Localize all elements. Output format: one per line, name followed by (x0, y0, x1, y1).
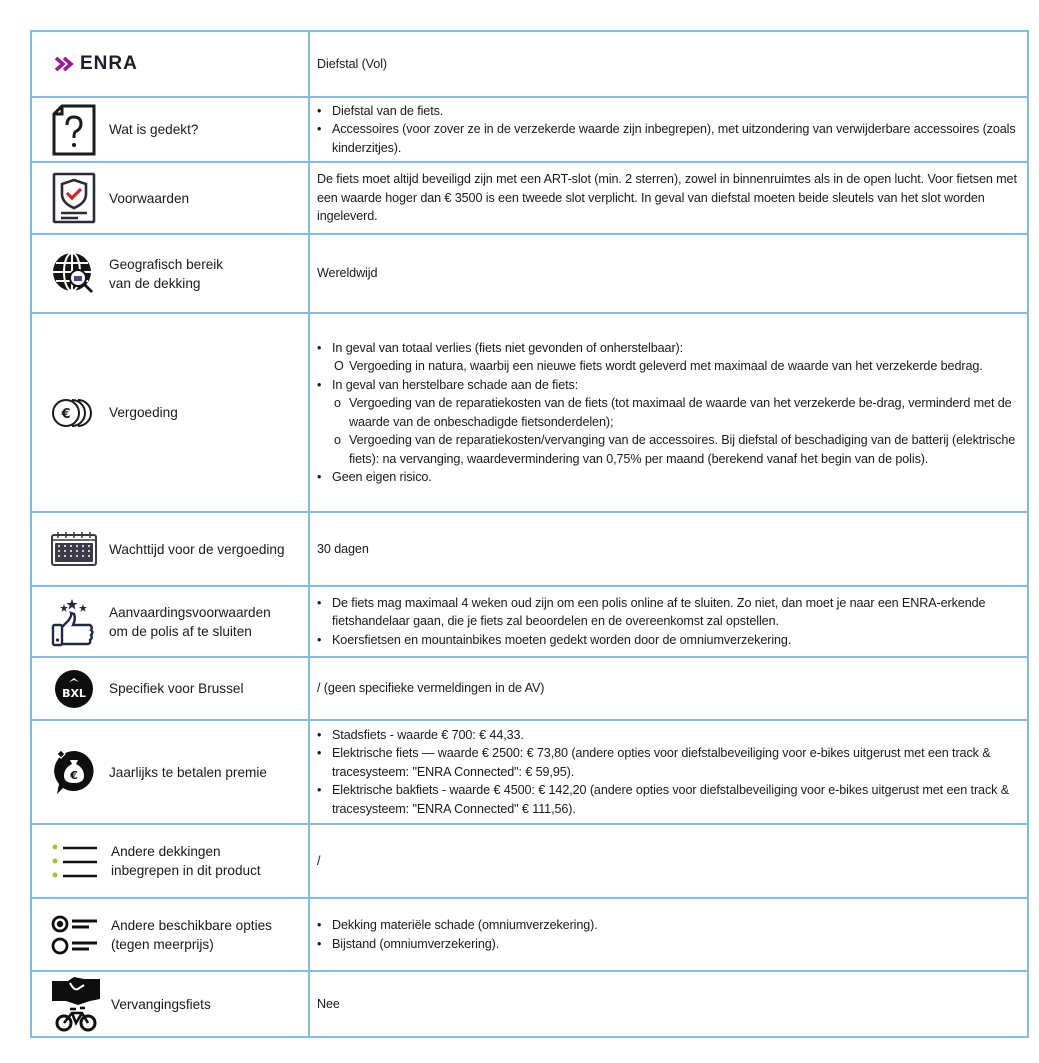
replacement-bike-value: Nee (317, 996, 340, 1011)
row-label: Wat is gedekt? (109, 122, 199, 137)
row-label: Voorwaarden (109, 190, 190, 206)
table-row (31, 162, 1028, 234)
row-label: Jaarlijks te betalen premie (109, 764, 267, 780)
sub-list-item: o Vergoeding van de reparatiekosten van de fiets (tot maximaal de waarde van het verzekerde be-drag, verminderd met de waarde van de onbeschadigde fietsonderdelen); (334, 396, 1012, 429)
waiting-period-value: 30 dagen (317, 541, 369, 556)
geographic-scope-value: Wereldwijd (317, 266, 378, 281)
list-item: • Geen eigen risico. (317, 468, 1017, 487)
bxl-badge-icon (47, 662, 101, 716)
sub-list (332, 394, 1017, 468)
table-row (31, 824, 1028, 898)
logo-text: ENRA (80, 53, 138, 74)
row-label: Aanvaardingsvoorwaarden om de polis af te sluiten (109, 604, 271, 639)
certificate-shield-check-icon (47, 171, 101, 225)
row-label-cell (31, 512, 309, 586)
acceptance-list (317, 594, 1017, 650)
table-row (31, 97, 1028, 162)
radio-options-icon (49, 908, 103, 962)
row-label-cell (31, 234, 309, 313)
row-label: Wachttijd voor de vergoeding (109, 541, 285, 557)
row-value-cell (309, 234, 1028, 313)
row-value-cell (309, 720, 1028, 824)
money-bag-euro-icon (47, 745, 101, 799)
list-item: • Stadsfiets - waarde € 700: € 44,33. (317, 726, 1017, 745)
list-item: • Accessoires (voor zover ze in de verzekerde waarde zijn inbegrepen), met uitzondering van verwijderbare accessoires (zoals kinderzitjes). (317, 120, 1017, 157)
list-item: • Dekking materiële schade (omniumverzekering). (317, 916, 1017, 935)
row-label-cell (31, 162, 309, 234)
list-item: • In geval van herstelbare schade aan de fiets: o Vergoeding van de reparatiekosten van de fiets (tot maximaal de waarde van het verzekerde be-drag, verminderd met de waarde van de onbeschadigde fietsonderdelen); o Vergoeding van de reparatiekosten/vervanging van de accessoires. Bij diefstal of beschadiging van de batterij (elektrische fiets): na vervanging, waardevermindering van 0,75% per maand (berekend vanaf het begin van de polis). (317, 376, 1017, 469)
enra-chevrons-icon (54, 56, 80, 72)
table-row (31, 657, 1028, 720)
table-row (31, 971, 1028, 1037)
svg-text:BXL: BXL (62, 686, 86, 700)
row-label: Specifiek voor Brussel (109, 681, 244, 696)
row-label-cell (31, 898, 309, 971)
list-item: • Koersfietsen en mountainbikes moeten gedekt worden door de omniumverzekering. (317, 631, 1017, 650)
row-label-cell (31, 971, 309, 1037)
row-label-cell (31, 657, 309, 720)
list-bullets-icon (49, 834, 103, 888)
row-label-cell (31, 586, 309, 657)
table-row (31, 313, 1028, 512)
row-label: Andere beschikbare opties (tegen meerprijs) (111, 917, 272, 952)
row-label-cell (31, 720, 309, 824)
row-label-cell (31, 97, 309, 162)
ipid-document (30, 30, 1017, 1038)
sub-list-item: o Vergoeding van de reparatiekosten/vervanging van de accessoires. Bij diefstal of beschadiging van de batterij (elektrische fiets): na vervanging, waardevermindering van 0,75% per maand (berekend vanaf het begin van de polis). (334, 433, 1016, 466)
sub-list-item: O Vergoeding in natura, waarbij een nieuwe fiets wordt geleverd met maximaal de waarde van het verzekerde bedrag. (334, 359, 983, 373)
list-item: • Elektrische bakfiets - waarde € 4500: € 142,20 (andere opties voor diefstalbeveiliging voor e-bikes uitgerust met een track & tracesysteem: "ENRA Connected" € 111,56). (317, 781, 1017, 818)
svg-text:€: € (70, 769, 78, 782)
conditions-text: De fiets moet altijd beveiligd zijn met een ART-slot (min. 2 sterren), zowel in binnenruimtes als in de open lucht. Voor fietsen met een waarde hoger dan € 3500 is een tweede slot verplicht. In geval van diefstal moeten beide sleutels van het slot worden ingeleverd. (317, 172, 1017, 224)
row-value-cell (309, 824, 1028, 898)
table-row (31, 720, 1028, 824)
other-coverages-value: / (317, 853, 321, 868)
logo-cell (31, 31, 309, 97)
document-question-icon (47, 103, 101, 157)
extra-options-list (317, 916, 1017, 953)
row-value-cell (309, 97, 1028, 162)
row-label: Vergoeding (109, 405, 178, 420)
row-label: Geografisch bereik van de dekking (109, 256, 224, 291)
table-row (31, 898, 1028, 971)
row-value-cell (309, 971, 1028, 1037)
list-item: • In geval van totaal verlies (fiets niet gevonden of onherstelbaar): O Vergoeding in natura, waarbij een nieuwe fiets wordt geleverd met maximaal de waarde van het verzekerde bedrag. (317, 339, 1017, 376)
list-item: • Elektrische fiets — waarde € 2500: € 73,80 (andere opties voor diefstalbeveiliging voor e-bikes uitgerust met een track & tracesysteem: "ENRA Connected": € 59,95). (317, 744, 1017, 781)
euro-coins-icon (47, 386, 101, 440)
coverage-table (30, 30, 1029, 1038)
table-row (31, 512, 1028, 586)
table-row (31, 586, 1028, 657)
row-label: Vervangingsfiets (111, 996, 211, 1012)
enra-logo (32, 53, 308, 75)
table-row-header (31, 31, 1028, 97)
row-label-cell (31, 824, 309, 898)
list-item: • Bijstand (omniumverzekering). (317, 935, 1017, 954)
list-item: • Diefstal van de fiets. (317, 102, 1017, 121)
row-value-cell (309, 162, 1028, 234)
row-value-cell (309, 313, 1028, 512)
globe-search-icon (47, 247, 101, 301)
svg-text:€: € (61, 406, 71, 422)
premium-list (317, 726, 1017, 819)
thumbs-up-stars-icon (47, 595, 101, 649)
row-value-cell (309, 512, 1028, 586)
product-title-cell (309, 31, 1028, 97)
list-item: • De fiets mag maximaal 4 weken oud zijn om een polis online af te sluiten. Zo niet, dan moet je naar een ENRA-erkende fietshandelaar gaan, die je fiets zal beoordelen en de overeenkomst zal opstellen. (317, 594, 1017, 631)
covered-list (317, 102, 1017, 158)
compensation-list (317, 339, 1017, 487)
row-label-cell (31, 313, 309, 512)
table-row (31, 234, 1028, 313)
row-value-cell (309, 586, 1028, 657)
sub-list (332, 357, 1017, 376)
handshake-bicycle-icon (49, 977, 103, 1031)
brussels-specific-value: / (geen specifieke vermeldingen in de AV) (317, 681, 545, 696)
product-title: Diefstal (Vol) (317, 56, 387, 71)
row-label: Andere dekkingen inbegrepen in dit product (111, 844, 261, 878)
row-value-cell (309, 898, 1028, 971)
row-value-cell (309, 657, 1028, 720)
calendar-icon (47, 522, 101, 576)
